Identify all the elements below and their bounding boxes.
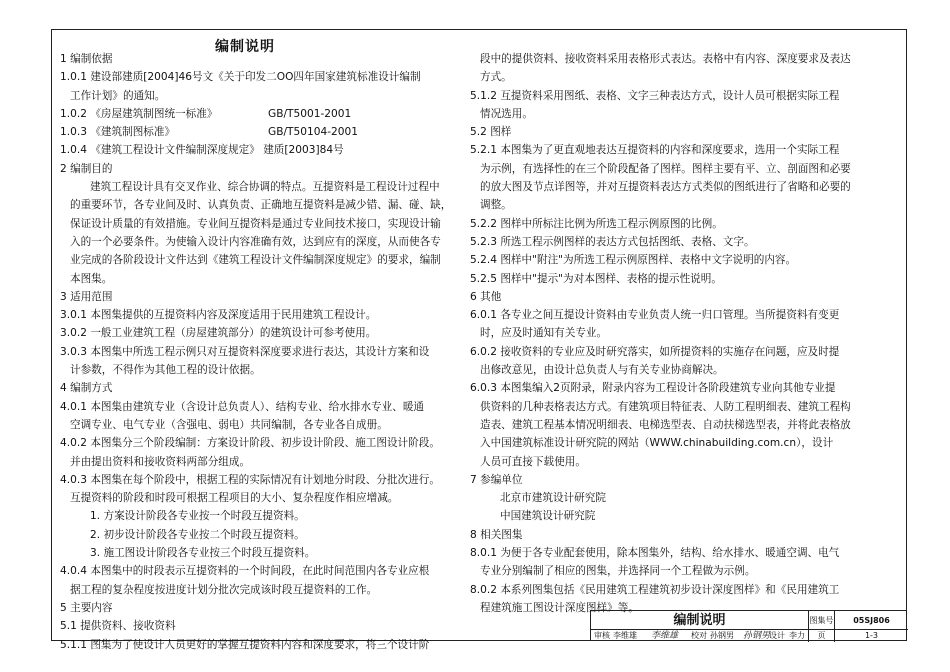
- text-line: 程建筑施工图设计深度图样》等。: [480, 601, 639, 614]
- text-line: 中国建筑设计研究院: [500, 510, 596, 523]
- review-signature: 李维雄: [651, 631, 679, 641]
- text-line: 互提资料的阶段和时段可根据工程项目的大小、复杂程度作相应增减。: [70, 492, 399, 505]
- text-line: 业完成的各阶段设计文件达到《建筑工程设计文件编制深度规定》的要求，编制: [70, 254, 441, 267]
- text-line: 段中的提供资料、接收资料采用表格形式表达。表格中有内容、深度要求及表达: [480, 53, 851, 65]
- title-block: [590, 610, 907, 641]
- text-line: 4.0.3 本图集在每个阶段中，根据工程的实际情况有计划地分时段、分批次进行。: [60, 473, 440, 486]
- signature-row: [591, 630, 809, 642]
- text-line: 本图集。: [70, 272, 113, 285]
- std-ref-code: GB/T5001-2001: [268, 107, 352, 120]
- text-line: 入中国建筑标准设计研究院的网站（WWW.chinabuilding.com.cn），设计: [480, 437, 834, 450]
- design-name: 李力: [789, 631, 805, 640]
- text-line: 并由提出资料和接收资料两部分组成。: [70, 455, 251, 468]
- text-line: 3.0.1 本图集提供的互提资料内容及深度适用于民用建筑工程设计。: [60, 309, 377, 322]
- review-label: 审核: [594, 631, 610, 640]
- text-line: 造表、建筑工程基本情况明细表、电梯选型表、自动扶梯选型表，并将此表格放: [480, 418, 851, 431]
- text-line: 6.0.3 本图集编入2页附录，附录内容为工程设计各阶段建筑专业向其他专业提: [470, 382, 836, 395]
- text-line: 的放大图及节点详图等，并对互提资料表达方式类似的图纸进行了省略和必要的: [480, 181, 851, 194]
- text-line: 6.0.2 接收资料的专业应及时研究落实，如所提资料的实施存在问题，应及时提: [470, 345, 840, 358]
- text-line: 3.0.3 本图集中所选工程示例只对互提资料深度要求进行表达，其设计方案和设: [60, 345, 430, 358]
- text-line: 5.2.5 图样中"提示"为对本图样、表格的提示性说明。: [470, 272, 722, 285]
- check-name: 孙钢男: [710, 631, 734, 640]
- text-line: 8.0.1 为便于各专业配套使用，除本图集外，结构、给水排水、暖通空调、电气: [470, 547, 840, 560]
- text-line: 5.1 提供资料、接收资料: [60, 620, 176, 633]
- text-line: 保证设计质量的有效措施。专业间互提资料是通过专业间技术接口，实现设计输: [70, 217, 441, 230]
- text-line: [60, 123, 460, 141]
- left-column: [60, 36, 460, 654]
- text-line: 据工程的复杂程度按进度计划分批次完成该时段互提资料的工作。: [70, 583, 378, 596]
- check-signature: 孙钢男: [743, 631, 771, 641]
- text-line: 5 主要内容: [60, 601, 113, 614]
- page-label: 页: [809, 630, 835, 642]
- text-line: 4.0.2 本图集分三个阶段编制：方案设计阶段、初步设计阶段、施工图设计阶段。: [60, 437, 440, 450]
- text-line: 7 参编单位: [470, 473, 523, 486]
- text-line: 6 其他: [470, 290, 502, 303]
- text-line: 8 相关图集: [470, 528, 523, 541]
- text-line: 为示例，有选择性的在三个阶段配备了图样。图样主要有平、立、剖面图和必要: [480, 162, 851, 175]
- text-line: 5.2.1 本图集为了更直观地表达互提资料的内容和深度要求，选用一个实际工程: [470, 144, 840, 157]
- list-item: 3. 施工图设计阶段各专业按三个时段互提资料。: [90, 547, 316, 560]
- text-line: 4.0.4 本图集中的时段表示互提资料的一个时间段，在此时间范围内各专业应根: [60, 565, 430, 578]
- std-ref-label: 1.0.3 《建筑制图标准》: [60, 126, 176, 139]
- text-line: 5.2.2 图样中所标注比例为所选工程示例原图的比例。: [470, 217, 723, 230]
- text-line: 5.1.2 互提资料采用图纸、表格、文字三种表达方式，设计人员可根据实际工程: [470, 89, 840, 102]
- text-line: 人员可直接下载使用。: [480, 455, 586, 468]
- text-line: 8.0.2 本系列图集包括《民用建筑工程建筑初步设计深度图样》和《民用建筑工: [470, 583, 840, 596]
- text-line: 5.2 图样: [470, 126, 512, 139]
- text-line: 4.0.1 本图集由建筑专业（含设计总负责人）、结构专业、给水排水专业、暖通: [60, 400, 425, 413]
- text-line: 情况选用。: [480, 107, 533, 120]
- text-line: 北京市建筑设计研究院: [500, 492, 606, 505]
- std-ref-code: GB/T50104-2001: [268, 126, 359, 139]
- std-ref-label: 1.0.2 《房屋建筑制图统一标准》: [60, 107, 218, 120]
- text-line: 2 编制目的: [60, 162, 113, 175]
- text-line: 6.0.1 各专业之间互提设计资料由专业负责人统一归口管理。当所提资料有变更: [470, 309, 840, 322]
- text-line: 调整。: [480, 199, 512, 212]
- text-line: 专业分别编制了相应的图集，并选择同一个工程做为示例。: [480, 565, 756, 578]
- text-line: 计参数，不得作为其他工程的设计依据。: [70, 364, 261, 377]
- text-line: 3.0.2 一般工业建筑工程（房屋建筑部分）的建筑设计可参考使用。: [60, 327, 377, 340]
- text-line: 供资料的几种表格表达方式。有建筑项目特征表、人防工程明细表、建筑工程构: [480, 400, 851, 413]
- list-item: 1. 方案设计阶段各专业按一个时段互提资料。: [90, 510, 305, 523]
- list-item: 2. 初步设计阶段各专业按二个时段互提资料。: [90, 528, 305, 541]
- text-line: 时，应及时通知有关专业。: [480, 327, 608, 340]
- atlas-number-label: 图集号: [809, 611, 835, 630]
- right-column: [470, 36, 900, 617]
- text-line: 空调专业、电气专业（含强电、弱电）共同编制，各专业各自成册。: [70, 418, 388, 431]
- page-number: 1-3: [864, 631, 879, 640]
- text-line: 5.1.1 图集为了使设计人员更好的掌握互提资料内容和深度要求，将三个设计阶: [60, 638, 430, 651]
- text-line: 建筑工程设计具有交叉作业、综合协调的特点。互提资料是工程设计过程中: [90, 181, 440, 194]
- text-line: 的重要环节，各专业间及时、认真负责、正确地互提资料是减少错、漏、碰、缺，: [70, 199, 452, 212]
- text-line: [60, 105, 460, 123]
- text-line: 方式。: [480, 71, 512, 84]
- text-line: 入的一个必要条件。为使输入设计内容准确有效，达到应有的深度，从而使各专: [70, 235, 441, 248]
- check-label: 校对: [691, 631, 707, 640]
- text-line: 1.0.1 建设部建质[2004]46号文《关于印发二OO四年国家建筑标准设计编制: [60, 71, 421, 84]
- text-line: 5.2.4 图样中"附注"为所选工程示例原图样、表格中文字说明的内容。: [470, 254, 797, 267]
- design-label: 设计: [769, 631, 785, 640]
- title-block-title: 编制说明: [591, 611, 809, 630]
- atlas-number: 05SJ806: [835, 611, 908, 630]
- text-line: 1.0.4 《建筑工程设计文件编制深度规定》 建质[2003]84号: [60, 144, 344, 157]
- text-line: 出修改意见，由设计总负责人与有关专业协商解决。: [480, 364, 724, 377]
- text-line: 工作计划》的通知。: [70, 89, 166, 102]
- text-line: 4 编制方式: [60, 382, 113, 395]
- text-line: 3 适用范围: [60, 290, 113, 303]
- review-name: 李维雄: [613, 631, 637, 640]
- text-line: 1 编制依据: [60, 53, 113, 65]
- page-title: 编制说明: [215, 39, 275, 55]
- text-line: 5.2.3 所选工程示例图样的表达方式包括图纸、表格、文字。: [470, 235, 755, 248]
